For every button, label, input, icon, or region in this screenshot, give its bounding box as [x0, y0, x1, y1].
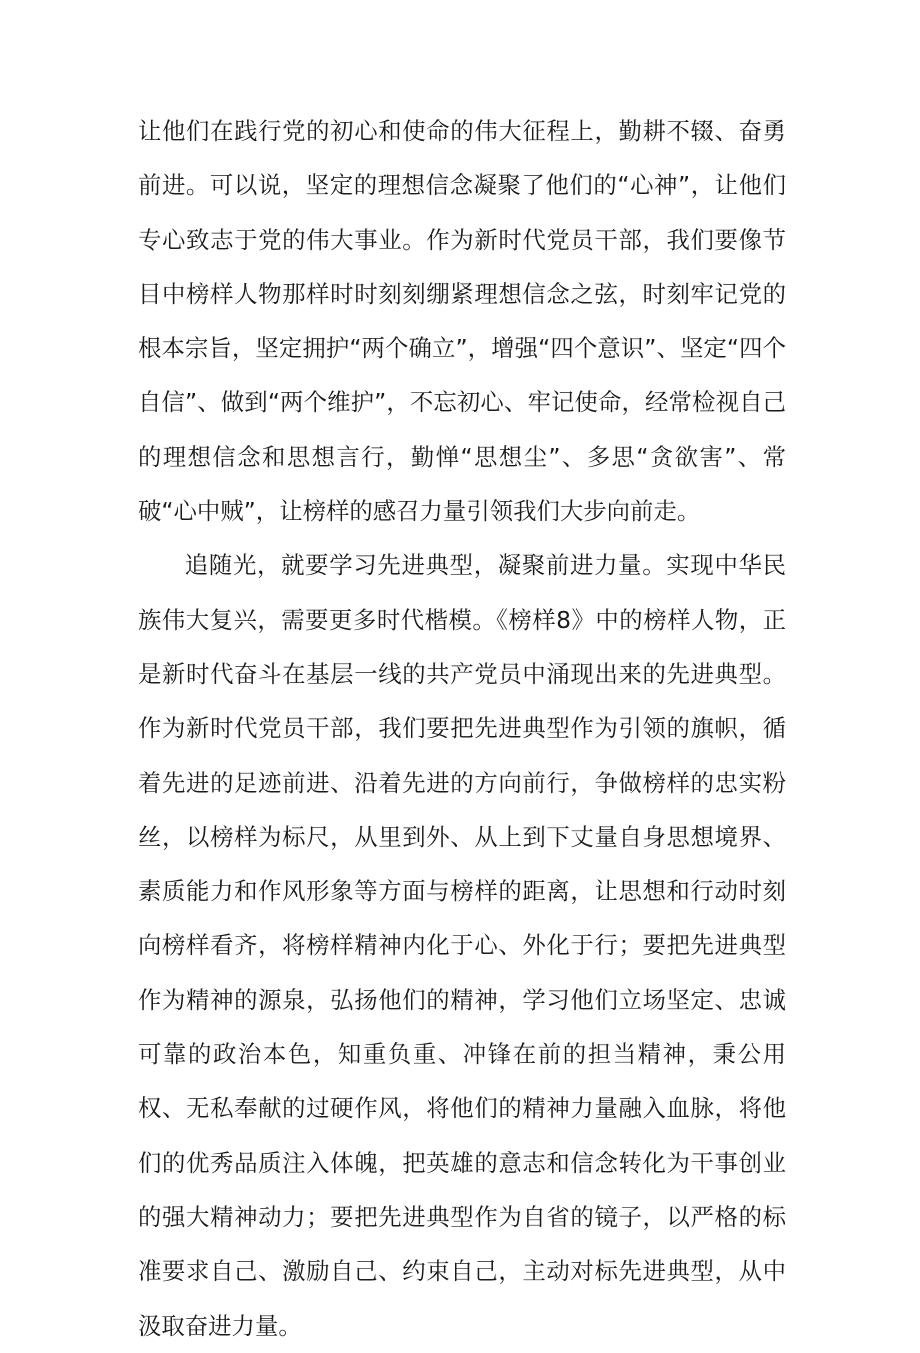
paragraph-1: 让他们在践行党的初心和使命的伟大征程上，勤耕不辍、奋勇前进。可以说，坚定的理想信念凝聚了他们的“心神”，让他们专心致志于党的伟大事业。作为新时代党员干部，我们要像节目中榜样人物那样时时刻刻绷紧理想信念之弦，时刻牢记党的根本宗旨，坚定拥护“两个确立”，增强“四个意识”、坚定“四个自信”、做到“两个维护”，不忘初心、牢记使命，经常检视自己的理想信念和思想言行，勤惮“思想尘”、多思“贪欲害”、常破“心中贼”，让榜样的感召力量引领我们大步向前走。: [138, 117, 786, 526]
body-text: [138, 104, 786, 1353]
paragraph-2: 追随光，就要学习先进典型，凝聚前进力量。实现中华民族伟大复兴，需要更多时代楷模。《榜样8》中的榜样人物，正是新时代奋斗在基层一线的共产党员中涌现出来的先进典型。作为新时代党员干部，我们要把先进典型作为引领的旗帜，循着先进的足迹前进、沿着先进的方向前行，争做榜样的忠实粉丝，以榜样为标尺，从里到外、从上到下丈量自身思想境界、素质能力和作风形象等方面与榜样的距离，让思想和行动时刻向榜样看齐，将榜样精神内化于心、外化于行；要把先进典型作为精神的源泉，弘扬他们的精神，学习他们立场坚定、忠诚可靠的政治本色，知重负重、冲锋在前的担当精神，秉公用权、无私奉献的过硬作风，将他们的精神力量融入血脉，将他们的优秀品质注入体魄，把英雄的意志和信念转化为干事创业的强大精神动力；要把先进典型作为自省的镜子，以严格的标准要求自己、激励自己、约束自己，主动对标先进典型，从中汲取奋进力量。: [138, 551, 786, 1340]
